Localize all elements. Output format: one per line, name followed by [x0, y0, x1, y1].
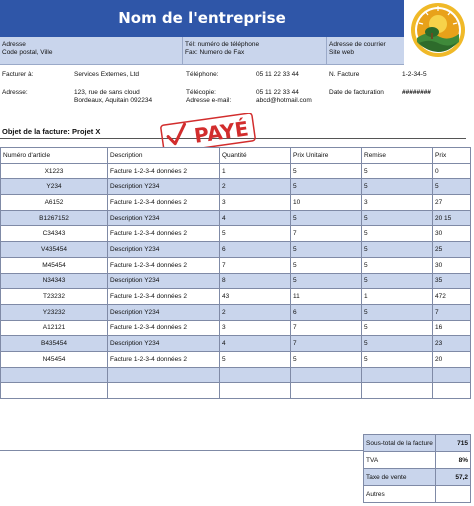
company-name: Nom de l'entreprise — [118, 9, 286, 27]
fax-email-labels — [186, 89, 231, 105]
table-cell: 5 — [362, 320, 433, 336]
table-cell: Facture 1-2-3-4 données 2 — [108, 257, 220, 273]
table-cell: 6 — [291, 304, 362, 320]
table-cell: 35 — [433, 273, 471, 289]
table-cell: C34343 — [1, 226, 108, 242]
table-row — [1, 179, 471, 195]
fax-label: Télécopie: — [186, 89, 216, 96]
table-cell: X1223 — [1, 163, 108, 179]
table-cell: Description Y234 — [108, 304, 220, 320]
table-cell: 5 — [291, 351, 362, 367]
table-cell: 5 — [291, 257, 362, 273]
table-cell: 11 — [291, 289, 362, 305]
phone-label: Téléphone: — [186, 71, 219, 78]
table-cell: Facture 1-2-3-4 données 2 — [108, 195, 220, 211]
table-row — [1, 336, 471, 352]
table-cell: 5 — [220, 351, 291, 367]
sales-tax-label: Taxe de vente — [364, 469, 436, 486]
company-banner — [0, 0, 404, 37]
table-cell: 30 — [433, 226, 471, 242]
table-cell: N34343 — [1, 273, 108, 289]
table-cell: 20 15 — [433, 210, 471, 226]
other-row — [364, 486, 471, 503]
table-cell: 5 — [291, 179, 362, 195]
totals-spacer — [0, 434, 363, 451]
table-cell: Y23232 — [1, 304, 108, 320]
table-cell: 10 — [291, 195, 362, 211]
table-cell: 5 — [362, 336, 433, 352]
table-cell: 5 — [362, 242, 433, 258]
table-cell — [433, 367, 471, 383]
table-cell: 5 — [362, 273, 433, 289]
table-cell: 20 — [433, 351, 471, 367]
table-row — [1, 304, 471, 320]
table-cell: 23 — [433, 336, 471, 352]
table-row — [1, 226, 471, 242]
table-cell: Facture 1-2-3-4 données 2 — [108, 351, 220, 367]
table-cell: 3 — [362, 195, 433, 211]
invoice-subject — [2, 127, 100, 136]
table-row — [1, 320, 471, 336]
table-cell — [362, 367, 433, 383]
table-row — [1, 351, 471, 367]
table-cell: 3 — [220, 195, 291, 211]
tva-label: TVA — [364, 452, 436, 469]
table-cell — [291, 367, 362, 383]
tva-row — [364, 452, 471, 469]
subtotal-label: Sous-total de la facture — [364, 435, 436, 452]
subtotal-value: 715 — [436, 435, 471, 452]
table-cell: Facture 1-2-3-4 données 2 — [108, 289, 220, 305]
table-cell: B435454 — [1, 336, 108, 352]
table-cell: Facture 1-2-3-4 données 2 — [108, 320, 220, 336]
billing-address-line2: Bordeaux, Aquitain 092234 — [74, 97, 153, 104]
company-phone-fax — [185, 41, 259, 57]
table-cell: 30 — [433, 257, 471, 273]
table-cell: 1 — [362, 289, 433, 305]
table-row — [1, 195, 471, 211]
table-cell — [108, 383, 220, 399]
table-cell: Facture 1-2-3-4 données 2 — [108, 226, 220, 242]
sales-tax-row — [364, 469, 471, 486]
email-value: abcd@hotmail.com — [256, 97, 312, 104]
table-cell: 7 — [433, 304, 471, 320]
table-cell: 5 — [362, 304, 433, 320]
table-row — [1, 289, 471, 305]
column-header: Remise — [362, 148, 433, 164]
table-cell: 2 — [220, 304, 291, 320]
invoice-no-label: N. Facture — [329, 71, 360, 78]
table-cell: 7 — [220, 257, 291, 273]
table-cell: 4 — [220, 336, 291, 352]
column-header: Prix — [433, 148, 471, 164]
billing-address-line1: 123, rue de sans cloud — [74, 89, 140, 96]
table-cell: V435454 — [1, 242, 108, 258]
table-cell: 6 — [220, 242, 291, 258]
table-cell: 7 — [291, 226, 362, 242]
table-cell: A6152 — [1, 195, 108, 211]
band-divider — [326, 37, 327, 64]
bill-to-label: Facturer à: — [2, 71, 34, 78]
table-row — [1, 273, 471, 289]
web-line: Site web — [329, 49, 354, 56]
table-cell — [433, 383, 471, 399]
subtotal-row — [364, 435, 471, 452]
table-cell: 27 — [433, 195, 471, 211]
invoice-date-value: ######## — [402, 89, 431, 96]
paid-stamp-text: PAYÉ — [192, 116, 250, 148]
table-cell: 5 — [291, 163, 362, 179]
table-cell: 16 — [433, 320, 471, 336]
fax-email-values — [256, 89, 312, 105]
table-header-row — [1, 148, 471, 164]
subject-label: Objet de la facture: — [2, 127, 70, 136]
table-cell: 43 — [220, 289, 291, 305]
table-cell: 5 — [291, 242, 362, 258]
table-cell: 0 — [433, 163, 471, 179]
table-cell: 472 — [433, 289, 471, 305]
table-cell — [291, 383, 362, 399]
table-cell: 25 — [433, 242, 471, 258]
table-cell: 5 — [362, 179, 433, 195]
table-cell: 5 — [433, 179, 471, 195]
address-band — [0, 37, 404, 65]
table-cell: 5 — [362, 351, 433, 367]
table-row — [1, 242, 471, 258]
address-line1: Adresse — [2, 41, 26, 48]
table-cell: N45454 — [1, 351, 108, 367]
table-cell: 5 — [291, 273, 362, 289]
subject-value: Projet X — [72, 127, 101, 136]
table-cell: Y234 — [1, 179, 108, 195]
table-cell: M45454 — [1, 257, 108, 273]
table-cell: 5 — [362, 257, 433, 273]
table-cell: 4 — [220, 210, 291, 226]
company-email-web — [329, 41, 386, 57]
table-cell: 7 — [291, 320, 362, 336]
table-row — [1, 367, 471, 383]
table-cell — [220, 367, 291, 383]
table-cell: Facture 1-2-3-4 données 2 — [108, 163, 220, 179]
other-label: Autres — [364, 486, 436, 503]
table-cell — [362, 383, 433, 399]
fax-line: Fax: Numero de Fax — [185, 49, 245, 56]
email-line: Adresse de courrier — [329, 41, 386, 48]
table-cell: 5 — [362, 210, 433, 226]
table-cell: Description Y234 — [108, 179, 220, 195]
sales-tax-value: 57,2 — [436, 469, 471, 486]
company-address — [2, 41, 52, 57]
table-cell: 2 — [220, 179, 291, 195]
table-cell: 3 — [220, 320, 291, 336]
table-cell: T23232 — [1, 289, 108, 305]
invoice-items-table — [0, 147, 471, 399]
table-cell: A12121 — [1, 320, 108, 336]
company-logo — [410, 2, 466, 58]
address-line2: Code postal, Ville — [2, 49, 53, 56]
table-cell — [108, 367, 220, 383]
table-cell: 5 — [220, 226, 291, 242]
phone-value: 05 11 22 33 44 — [256, 71, 299, 78]
table-cell: 7 — [291, 336, 362, 352]
fax-value: 05 11 22 33 44 — [256, 89, 299, 96]
invoice-date-label: Date de facturation — [329, 89, 384, 96]
email-label: Adresse e-mail: — [186, 97, 232, 104]
table-row — [1, 383, 471, 399]
band-divider — [182, 37, 183, 64]
table-cell: B1267152 — [1, 210, 108, 226]
column-header: Description — [108, 148, 220, 164]
billing-address-value — [74, 89, 152, 105]
table-row — [1, 257, 471, 273]
table-cell — [1, 383, 108, 399]
table-cell: 1 — [220, 163, 291, 179]
column-header: Numéro d'article — [1, 148, 108, 164]
table-cell: 5 — [362, 226, 433, 242]
invoice-no-value: 1-2-34-5 — [402, 71, 427, 78]
column-header: Prix Unitaire — [291, 148, 362, 164]
table-cell: 8 — [220, 273, 291, 289]
phone-line: Tél: numéro de téléphone — [185, 41, 260, 48]
table-cell: Description Y234 — [108, 210, 220, 226]
tva-value: 8% — [436, 452, 471, 469]
table-cell: 5 — [362, 163, 433, 179]
other-value — [436, 486, 471, 503]
table-row — [1, 210, 471, 226]
column-header: Quantité — [220, 148, 291, 164]
bill-to-value: Services Externes, Ltd — [74, 71, 140, 78]
table-cell: Description Y234 — [108, 336, 220, 352]
totals-table — [363, 434, 471, 503]
table-row — [1, 163, 471, 179]
table-cell: 5 — [291, 210, 362, 226]
table-cell: Description Y234 — [108, 242, 220, 258]
billing-address-label: Adresse: — [2, 89, 28, 96]
table-cell — [1, 367, 108, 383]
table-cell — [220, 383, 291, 399]
table-cell: Description Y234 — [108, 273, 220, 289]
